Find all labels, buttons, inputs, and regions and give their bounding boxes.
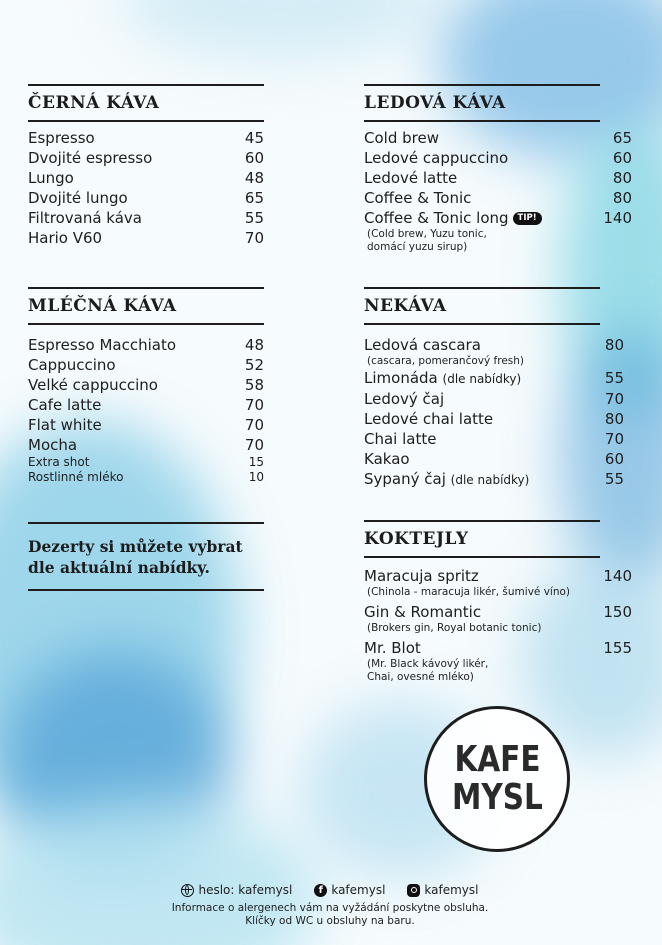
section-cerna-kava (28, 84, 264, 248)
kafe-mysl-logo (424, 706, 570, 852)
item-price: 60 (244, 149, 264, 167)
item-name: Ledový čaj (364, 390, 445, 408)
menu-item (364, 168, 632, 188)
item-note: (Cold brew, Yuzu tonic, domácí yuzu sirup) (367, 228, 487, 253)
facebook-link[interactable] (314, 882, 385, 898)
item-price: 52 (244, 356, 264, 374)
menu-item (28, 335, 264, 355)
menu-item (364, 335, 624, 368)
menu-item (364, 409, 624, 429)
menu-item (28, 208, 264, 228)
item-name: Gin & Romantic (364, 603, 482, 621)
section-nekava (364, 287, 624, 490)
rule-top (364, 84, 600, 86)
item-price: 80 (604, 410, 624, 428)
rule-bottom (28, 323, 264, 325)
rule-bottom (364, 556, 600, 558)
rule-top (28, 84, 264, 86)
item-name: Ledové latte (364, 169, 458, 187)
item-price: 70 (244, 396, 264, 414)
footer (120, 882, 540, 928)
item-price: 48 (244, 336, 264, 354)
wifi-text: heslo: kafemysl (198, 883, 293, 897)
section-koktejly (364, 520, 632, 684)
menu-item (364, 469, 624, 490)
menu-item (364, 389, 624, 409)
menu-item (364, 566, 632, 599)
section-title: MLÉČNÁ KÁVA (28, 296, 177, 316)
item-note: (Mr. Black kávový likér, Chai, ovesné mléko) (367, 658, 489, 683)
item-name: Coffee & Tonic (364, 189, 472, 207)
menu-item (28, 168, 264, 188)
menu-item (28, 415, 264, 435)
item-name: Cafe latte (28, 396, 102, 414)
item-name: Limonáda (364, 369, 438, 387)
menu-item (364, 602, 632, 635)
item-note: (Chinola - maracuja likér, šumivé víno) (367, 586, 571, 598)
instagram-text: kafemysl (424, 883, 479, 897)
item-price: 55 (244, 209, 264, 227)
menu-item (28, 395, 264, 415)
item-note: (Brokers gin, Royal botanic tonic) (367, 622, 542, 634)
item-price: 80 (604, 336, 624, 354)
item-price: 80 (612, 189, 632, 207)
menu-item (28, 355, 264, 375)
section-title: NEKÁVA (364, 296, 447, 316)
rule-top (28, 522, 264, 524)
menu-item (364, 368, 624, 389)
rule-top (364, 520, 600, 522)
item-name: Cold brew (364, 129, 439, 147)
dessert-line-1: Dezerty si můžete vybrat (28, 537, 243, 556)
item-name: Filtrovaná káva (28, 209, 142, 227)
item-name: Sypaný čaj (364, 470, 446, 488)
item-price: 80 (612, 169, 632, 187)
item-name: Mr. Blot (364, 639, 421, 657)
item-price: 55 (604, 470, 624, 488)
item-name: Dvojité espresso (28, 149, 153, 167)
item-price: 70 (244, 436, 264, 454)
item-price: 70 (604, 430, 624, 448)
item-price: 65 (612, 129, 632, 147)
logo-line-1: KAFE (453, 739, 541, 780)
item-price: 48 (244, 169, 264, 187)
extra-price: 10 (248, 470, 264, 484)
item-name: Ledové chai latte (364, 410, 494, 428)
extra-name: Rostlinné mléko (28, 470, 124, 484)
menu-item (364, 188, 632, 208)
menu-item (364, 638, 632, 684)
tip-badge: TIP! (513, 212, 542, 225)
item-name: Dvojité lungo (28, 189, 128, 207)
rule-bottom (28, 120, 264, 122)
item-name: Ledová cascara (364, 336, 481, 354)
wc-info: Klíčky od WC u obsluhy na baru. (245, 915, 415, 927)
rule-bottom (364, 120, 600, 122)
rule-bottom (28, 589, 264, 591)
item-price: 140 (603, 567, 632, 585)
item-name: Ledové cappuccino (364, 149, 509, 167)
rule-top (364, 287, 600, 289)
rule-bottom (364, 323, 600, 325)
menu-extra (28, 455, 264, 470)
item-price: 65 (244, 189, 264, 207)
section-mlecna-kava (28, 287, 264, 485)
item-name: Espresso (28, 129, 95, 147)
item-price: 58 (244, 376, 264, 394)
menu-item (364, 208, 632, 254)
menu-item (364, 449, 624, 469)
instagram-icon (407, 884, 420, 897)
item-inline-note: (dle nabídky) (442, 372, 522, 386)
wifi-info (181, 882, 292, 898)
dessert-line-2: dle aktuální nabídky. (28, 558, 210, 577)
item-name: Chai latte (364, 430, 437, 448)
menu-item (364, 128, 632, 148)
globe-icon (181, 884, 194, 897)
menu-item (28, 148, 264, 168)
facebook-text: kafemysl (331, 883, 386, 897)
extra-price: 15 (248, 455, 264, 469)
item-name: Coffee & Tonic long (364, 209, 509, 227)
menu-extra (28, 470, 264, 485)
section-title: ČERNÁ KÁVA (28, 93, 160, 113)
social-links (120, 882, 540, 898)
item-name: Velké cappuccino (28, 376, 158, 394)
item-name: Flat white (28, 416, 102, 434)
section-ledova-kava (364, 84, 632, 254)
item-name: Hario V60 (28, 229, 103, 247)
item-price: 155 (603, 639, 632, 657)
item-note: (cascara, pomerančový fresh) (367, 355, 525, 367)
item-price: 70 (244, 229, 264, 247)
item-name: Mocha (28, 436, 78, 454)
dessert-note (28, 536, 264, 578)
menu-item (28, 228, 264, 248)
item-name: Cappuccino (28, 356, 116, 374)
item-name: Maracuja spritz (364, 567, 479, 585)
item-price: 45 (244, 129, 264, 147)
menu-item (28, 128, 264, 148)
item-price: 70 (244, 416, 264, 434)
instagram-link[interactable] (407, 882, 478, 898)
item-name: Espresso Macchiato (28, 336, 177, 354)
section-dezerty (28, 522, 264, 591)
section-title: LEDOVÁ KÁVA (364, 93, 506, 113)
menu-item (364, 148, 632, 168)
section-title: KOKTEJLY (364, 529, 469, 549)
item-price: 150 (603, 603, 632, 621)
item-price: 70 (604, 390, 624, 408)
item-inline-note: (dle nabídky) (450, 473, 530, 487)
item-price: 140 (603, 209, 632, 227)
facebook-icon: f (314, 884, 327, 897)
menu-item (28, 375, 264, 395)
menu-item (364, 429, 624, 449)
menu-item (28, 435, 264, 455)
item-price: 60 (612, 149, 632, 167)
item-price: 60 (604, 450, 624, 468)
menu-item (28, 188, 264, 208)
rule-top (28, 287, 264, 289)
extra-name: Extra shot (28, 455, 90, 469)
item-price: 55 (604, 369, 624, 387)
item-name: Lungo (28, 169, 74, 187)
allergen-info: Informace o alergenech vám na vyžádání poskytne obsluha. (171, 902, 489, 914)
logo-line-2: MYSL (451, 777, 543, 818)
item-name: Kakao (364, 450, 410, 468)
